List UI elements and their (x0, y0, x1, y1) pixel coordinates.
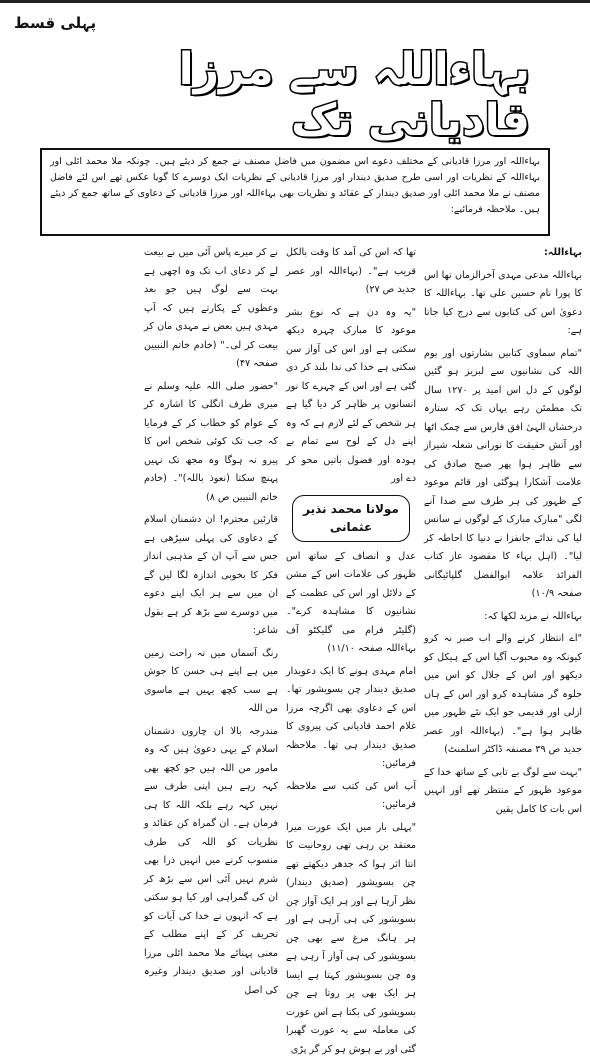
column-mid-right (286, 244, 416, 776)
installment-label: پہلی قسط (14, 14, 96, 32)
paragraph: امام مہدی ہونے کا ایک دعویدار صدیق دیندار چن بسویشور تھا۔ اس کے دعاوی بھی اگرچہ مرزا غلام احمد قادیانی کی پیروی کا صدیق دیندار ہی تھا۔ ملاحظہ فرمائیں: (286, 663, 416, 774)
paragraph: "اے انتظار کرنے والے اب صبر نہ کرو کیونکہ وہ محبوب آگیا اس کے ہیکل کو دیکھو اور اس کے جلال کو اس میں جلوہ گر مشاہدہ کرو اور اس کے ہاں ازلی اور قدیمی جو ایک نئے ظہور میں ظاہر ہوا ہے"۔ (بہاءاللہ اور عصر جدید ص ۳۹ مصنفہ ڈاکٹر اسلمنٹ) (424, 630, 582, 760)
paragraph: "بہت سے لوگ بے تابی کے ساتھ خدا کے موعود ظہور کے منتظر تھے اور انہیں اس بات کا کامل یقین (424, 764, 582, 820)
paragraph: "حضور صلی اللہ علیہ وسلم نے میری طرف انگلی کا اشارہ کر کے عوام کو خطاب کر کے فرمایا کہ جب تک کوئی شخص اس کا پیرو نہ ہوگا وہ مجھ تک نہیں پہنچ سکتا (نعوذ باللہ)"۔ (خادم خاتم النبیین ص ۸) (144, 378, 278, 508)
paragraph: "پہلی بار میں ایک عورت میرا معتقد بن رہی تھی روحانیت کا انتا اثر ہوا کہ جدھر دیکھتے تھے چن بسویشور (صدیق دیندار) نظر آرہا ہے اور ہر ایک آواز چن بسویشور کی ہی آرہی ہے اور ہر ہانگ مرغ سے بھی چن بسویشور کی ہی آواز آ رہی ہے وہ چن بسویشور کہتا ہے ایسا ہر ایک بھی پر روتا ہے چن بسویشور کی بکتا ہے اس عورت کی معاملہ سے یہ عورت گھبرا گئی اور بے ہوش ہو کر گر پڑی (286, 819, 416, 1059)
paragraph: بہاءاللہ نے مزید لکھا کہ: (424, 608, 582, 627)
top-rule (0, 0, 590, 3)
paragraph: بہاءاللہ مدعی مہدی آخرالزماں تھا اس کا پورا نام حسین علی تھا۔ بہاءاللہ کا دعویٰ اس کی کتابوں سے درج کیا جاتا ہے: (424, 267, 582, 341)
column-right (424, 244, 582, 776)
column-mid-right-top (286, 244, 416, 489)
column-left (144, 244, 278, 776)
article-headline: بہاءاللہ سے مرزا قادیانی تک (60, 60, 530, 130)
paragraph: مندرجہ بالا ان چاروں دشمنان اسلام کے یہی دعویٰ ہیں کہ وہ مامور من اللہ ہیں جو کچھ بھی کہہ رہے ہیں اپنی طرف سے نہیں کہہ رہے بلکہ اللہ کا ہی فرمان ہے۔ ان گمراہ کن عقائد و نظریات کو اللہ کی طرف منسوب کرنے میں انہیں ذرا بھی شرم نہیں آئی اس سے بڑھ کر ان کی گمراہی اور کیا ہو سکتی ہے کہ انہوں نے خدا کی آیات کو تحریف کر کے اپنے مطلب کے معنی پہنائے ملا محمد ائلی مرزا قادیانی اور صدیق دیندار وغیرہ کی اصل (144, 723, 278, 1001)
paragraph: "تمام سماوی کتابیں بشارتوں اور یوم اللہ کی نشانیوں سے لبریز ہو گئیں لوگوں کے دل اس امید پر ۱۲۷۰ سال تک مطمئن رہے یہاں تک کہ ستارہ درخشاں الہیٰ افق فارس سے چمک اٹھا اور آتش حقیقت کا نورانی شعلہ شیراز سے ظاہر ہوا پھر صبح صادق کی علامت آشکارا ہوگئی اور قائم موعود کے ظہور کی ہر طرف سے صدا آنے لگی "مبارک مبارک کے لوگوں نے سانس لیا کی ندائے جانفزا نے دنیا کا احاطہ کر لیا"۔ (اہل بہاء کا مقصود عاز کتاب الفرائد علامہ ابوالفضل گلپائیگانی صفحہ ۱۰/۹) (424, 345, 582, 604)
paragraph: رنگ آسماں میں نہ راحت زمین میں ہے اپنے ہی حسن کا جوش ہے سب کچھ یہیں ہے ماسوی من اللہ (144, 645, 278, 719)
section-heading: بہاءاللہ: (424, 244, 582, 263)
author-byline: مولانا محمد نذیر عثمانی (292, 495, 410, 542)
paragraph: قارئین محترم! ان دشمنان اسلام کے دعاوی کی پہلی سیڑھی ہے جس سے آپ ان کے مذہبی انداز فکر کا بخوبی اندازہ لگا لیں گے ان میں سے ہر ایک اپنے دعوے میں دوسرے سے بڑھ کر ہے بقول شاعر: (144, 511, 278, 641)
column-mid-right-bottom (286, 548, 416, 1059)
paragraph: نے کر میرے پاس آئی میں نے بیعت لے کر دعای اب تک وہ اچھی ہے بہت سے لوگ ہیں جو بعد وعظوں کے پکارتے ہیں کہ آپ مہدی ہیں بعض نے مہدی مان کر بیعت کر لی۔" (خادم خاتم النبیین صفحہ ۴۷) (144, 244, 278, 374)
paragraph: آپ اس کی کتب سے ملاحظہ فرمائیں: (286, 778, 416, 815)
paragraph: عدل و انصاف کے ساتھ اس ظہور کی علامات اس کے مشن کے دلائل اور اس کی عظمت کے نشانیوں کا مشاہدہ کرے"۔ (گلیٹر فرام می گلیکٹو آف بہاءاللہ صفحہ ۱۱/۱۰) (286, 548, 416, 659)
paragraph: "یہ وہ دن ہے کہ نوع بشر موعود کا مبارک چہرہ دیکھ سکتی ہے اور اس کی آواز سن سکتی ہے خدا کی ندا بلند کر دی گئی ہے اور اس کے چہرے کا نور انسانوں پر ظاہر کر دیا گیا ہے ہر شخص کے لئے لازم ہے کہ وہ اپنے دل کے لوح سے تمام بے ہودہ اور فضول باتیں محو کر دے اور (286, 304, 416, 489)
intro-box: بہاءاللہ اور مرزا قادیانی کے مختلف دعوے اس مضمون میں فاضل مصنف نے جمع کر دیئے ہیں۔ چونکہ ملا محمد ائلی اور بہاءاللہ کے نظریات اور اسی طرح صدیق دیندار اور مرزا قادیانی کے نظریات ایک دوسرے کا گویا عکس تھے اس لئے فاضل مصنف نے ملا محمد ائلی اور صدیق دیندار کے عقائد و نظریات بھی بہاءاللہ اور مرزا قادیانی کے دعاوی کے ساتھ جمع کر دیئے ہیں۔ ملاحظہ فرمائیے: (40, 148, 550, 236)
article-columns (8, 244, 582, 776)
paragraph: تھا کہ اس کی آمد کا وقت بالکل قریب ہے"۔ (بہاءاللہ اور عصر جدید ص ۲۷) (286, 244, 416, 300)
